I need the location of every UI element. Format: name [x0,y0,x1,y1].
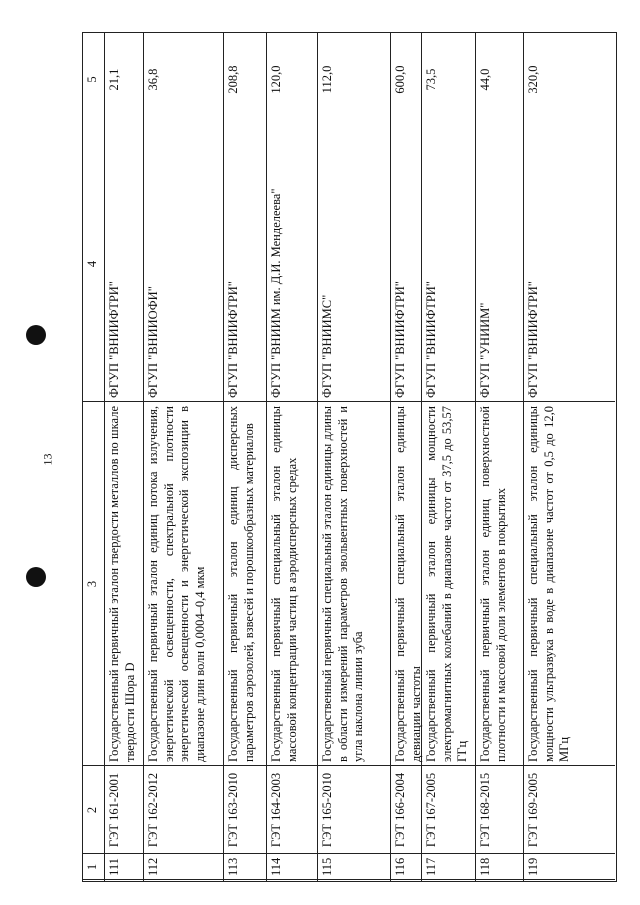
table-row [224,33,267,881]
cell-text-org: ФГУП "ВНИИМС" [320,294,334,398]
cell-text-n: 112 [146,857,160,876]
cell-value [476,33,523,126]
cell-text-value: 120,0 [269,65,283,94]
header-label: 1 [85,863,99,871]
cell-n [391,854,421,880]
cell-value [267,33,317,126]
cell-org [422,126,475,402]
cell-org [267,126,317,402]
cell-text-n: 117 [424,857,438,876]
cell-text-name: Государственный первичный эталон единицы мощности электромагнитных колебаний в диапазоне частот от 37,5 до 53,57 ГГц [424,406,470,762]
cell-text-n: 111 [107,858,121,876]
cell-org [391,126,421,402]
cell-text-org: ФГУП "ВНИИОФИ" [146,286,160,398]
header-row [83,33,105,881]
cell-value [144,33,223,126]
cell-code [391,766,421,854]
cell-value [105,33,143,126]
cell-name [318,402,390,766]
table-row [144,33,224,881]
cell-text-name: Государственный первичный эталон единиц поверхностной плотности и массовой доли элементов в покрытиях [478,406,508,762]
cell-text-value: 44,0 [478,68,492,91]
cell-name [144,402,223,766]
cell-text-name: Государственный первичный специальный эталон единицы длины в области измерений параметров эвольвентных поверхностей и угла наклона линии зуба [320,406,366,762]
header-cell [83,126,104,402]
table-row [391,33,422,881]
cell-code [318,766,390,854]
cell-value [224,33,266,126]
cell-text-value: 73,5 [424,68,438,91]
cell-code [267,766,317,854]
cell-text-value: 600,0 [393,65,407,94]
cell-n [318,854,390,880]
cell-text-code: ГЭТ 167-2005 [424,772,438,848]
cell-text-code: ГЭТ 169-2005 [526,772,540,848]
cell-code [524,766,615,854]
standards-table [82,32,617,882]
header-cell [83,33,104,126]
cell-text-code: ГЭТ 164-2003 [269,772,283,848]
cell-text-org: ФГУП "ВНИИМ им. Д.И. Менделеева" [269,188,283,398]
header-cell [83,766,104,854]
table-row [422,33,476,881]
page-number: 13 [40,453,55,466]
cell-code [144,766,223,854]
cell-n [524,854,615,880]
cell-text-org: ФГУП "ВНИИФТРИ" [526,281,540,398]
cell-code [476,766,523,854]
cell-text-name: Государственный первичный специальный эталон единицы массовой концентрации частиц в аэродисперсных средах [269,406,299,762]
cell-text-n: 114 [269,857,283,876]
cell-org [476,126,523,402]
cell-text-org: ФГУП "ВНИИФТРИ" [226,281,240,398]
cell-org [144,126,223,402]
cell-n [224,854,266,880]
cell-text-code: ГЭТ 161-2001 [107,772,121,848]
cell-code [105,766,143,854]
cell-text-n: 119 [526,857,540,876]
cell-text-name: Государственный первичный специальный эталон единицы мощности ультразвука в воде в диапазоне частот от 0,5 до 12,0 МГц [526,406,572,762]
cell-name [476,402,523,766]
cell-text-code: ГЭТ 165-2010 [320,772,334,848]
cell-text-name: Государственный первичный эталон единиц дисперсных параметров аэрозолей, взвесей и порошкообразных материалов [226,406,256,762]
header-label: 5 [85,76,99,83]
cell-value [318,33,390,126]
header-cell [83,402,104,766]
punch-hole-top [26,325,46,345]
cell-text-code: ГЭТ 168-2015 [478,772,492,848]
cell-org [105,126,143,402]
cell-name [391,402,421,766]
table-row [267,33,318,881]
cell-org [224,126,266,402]
cell-name [524,402,615,766]
cell-text-name: Государственный первичный специальный эталон единицы девиации частоты [393,406,423,762]
header-label: 3 [85,580,99,588]
cell-text-org: ФГУП "ВНИИФТРИ" [107,281,121,398]
cell-n [267,854,317,880]
cell-n [476,854,523,880]
cell-text-code: ГЭТ 166-2004 [393,772,407,848]
cell-value [524,33,615,126]
cell-text-value: 320,0 [526,65,540,94]
cell-text-code: ГЭТ 163-2010 [226,772,240,848]
cell-text-n: 113 [226,857,240,876]
table-row [476,33,524,881]
cell-code [422,766,475,854]
cell-name [105,402,143,766]
cell-text-value: 208,8 [226,65,240,94]
cell-name [267,402,317,766]
cell-text-value: 112,0 [320,65,334,94]
cell-org [318,126,390,402]
cell-text-name: Государственный первичный эталон единиц потока излучения, энергетической освещенности, спектральной плотности энергетической освещенности и энергетической экспозиции в диапазоне длин волн 0,0004–0,4 мкм [146,406,207,762]
cell-text-n: 115 [320,857,334,876]
cell-text-value: 21,1 [107,68,121,91]
cell-value [391,33,421,126]
header-label: 4 [85,260,99,268]
cell-text-org: ФГУП "ВНИИФТРИ" [424,281,438,398]
cell-value [422,33,475,126]
punch-hole-bottom [26,567,46,587]
cell-text-code: ГЭТ 162-2012 [146,772,160,848]
cell-text-n: 116 [393,857,407,876]
cell-text-value: 36,8 [146,68,160,91]
cell-n [422,854,475,880]
cell-name [422,402,475,766]
cell-text-name: Государственный первичный эталон твердости металлов по шкале твердости Шора D [107,406,137,762]
cell-n [144,854,223,880]
cell-text-n: 118 [478,857,492,876]
cell-text-org: ФГУП "УНИИМ" [478,302,492,398]
table-row [524,33,615,881]
header-label: 2 [85,806,99,814]
table-row [318,33,391,881]
table-row [105,33,144,881]
cell-org [524,126,615,402]
cell-code [224,766,266,854]
cell-name [224,402,266,766]
cell-n [105,854,143,880]
header-cell [83,854,104,880]
cell-text-org: ФГУП "ВНИИФТРИ" [393,281,407,398]
